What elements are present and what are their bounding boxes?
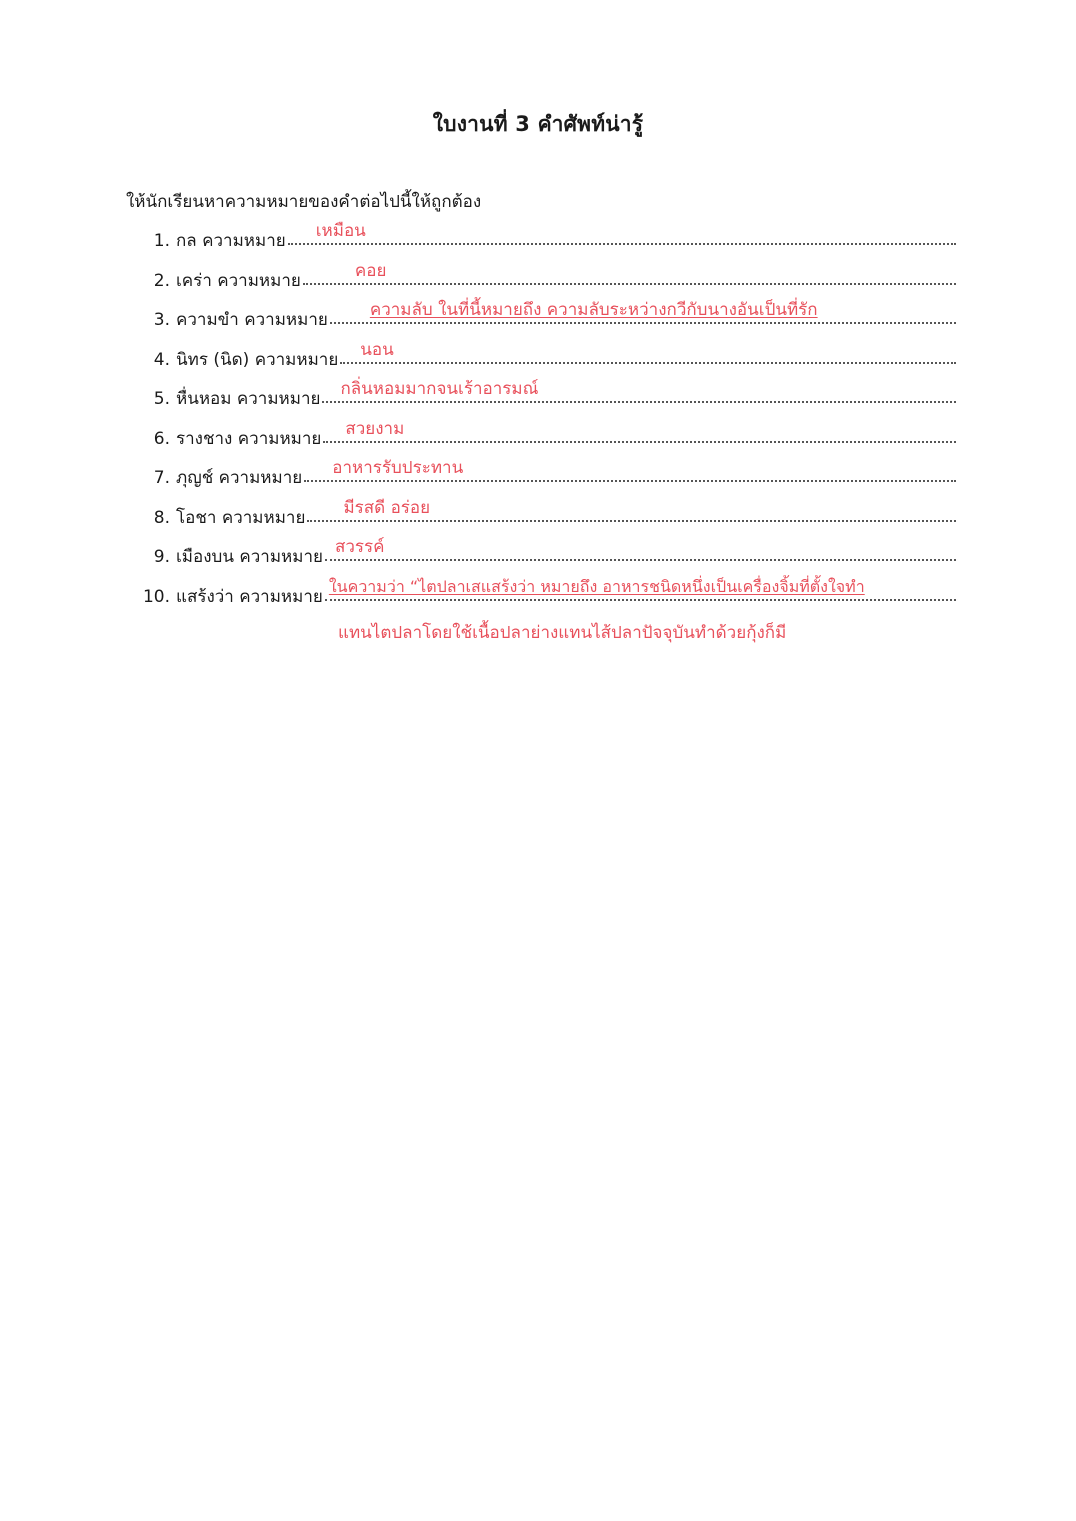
list-item [126,339,956,383]
list-item [126,458,956,501]
item-answer: มีรสดี อร่อย [343,497,431,518]
item-answer: คอย [354,260,387,281]
item-term: โอชา ความหมาย [176,507,306,528]
dotted-answer-line [307,497,956,522]
list-item [126,576,956,620]
dotted-answer-line [323,418,956,443]
list-item [126,300,956,343]
instruction-text: ให้นักเรียนหาความหมายของคำต่อไปนี้ให้ถูกต้อง [126,192,482,212]
list-item [126,221,956,264]
item-number: 6. [153,428,170,449]
item-answer: นอน [360,339,394,360]
dotted-answer-line [322,381,956,403]
item-answer: สวยงาม [345,418,405,439]
item-answer: สวรรค์ [334,537,385,557]
item-answer: ความลับ ในที่นี้หมายถึง ความลับระหว่างกวีกับนางอันเป็นที่รัก [369,300,818,320]
vocabulary-list [126,221,956,619]
item-term: ภุญช์ ความหมาย [176,468,303,488]
item-answer: อาหารรับประทาน [332,458,464,478]
item-term: รางชาง ความหมาย [176,428,322,449]
item-number: 9. [153,547,170,567]
item-term: แสร้งว่า ความหมาย [176,586,323,607]
dotted-answer-line [325,539,956,561]
item-number: 5. [153,389,170,409]
item-number: 7. [153,468,170,488]
item-answer-continued: แทนไตปลาโดยใช้เนื้อปลาย่างแทนไส้ปลาปัจจุบันทำด้วยกุ้งก็มี [338,623,787,643]
item-number: 2. [153,270,170,291]
item-term: นิทร (นิด) ความหมาย [176,349,339,370]
dotted-answer-line [304,460,956,482]
item-term: เคร่า ความหมาย [176,270,301,291]
list-item [126,497,956,541]
dotted-answer-line [288,223,956,245]
item-term: หื่นหอม ความหมาย [176,389,321,409]
item-term: ความขำ ความหมาย [176,310,328,330]
item-number: 4. [153,349,170,370]
item-answer: ในความว่า “ไตปลาเสแสร้งว่า หมายถึง อาหารชนิดหนึ่งเป็นเครื่องจิ้มที่ตั้งใจทำ [328,576,865,596]
item-number: 1. [153,231,170,251]
item-term: เมืองบน ความหมาย [176,547,323,567]
item-number: 10. [142,586,170,607]
worksheet-title: ใบงานที่ 3 คำศัพท์น่ารู้ [432,112,644,136]
list-item [126,418,956,462]
item-answer: เหมือน [315,221,366,241]
item-number: 3. [153,310,170,330]
dotted-answer-line [340,339,956,364]
dotted-answer-line [303,260,956,285]
item-answer: กลิ่นหอมมากจนเร้าอารมณ์ [340,379,539,399]
dotted-answer-line [330,302,956,324]
list-item [126,379,956,422]
item-number: 8. [153,507,170,528]
item-term: กล ความหมาย [176,231,286,251]
dotted-answer-line [325,576,956,601]
